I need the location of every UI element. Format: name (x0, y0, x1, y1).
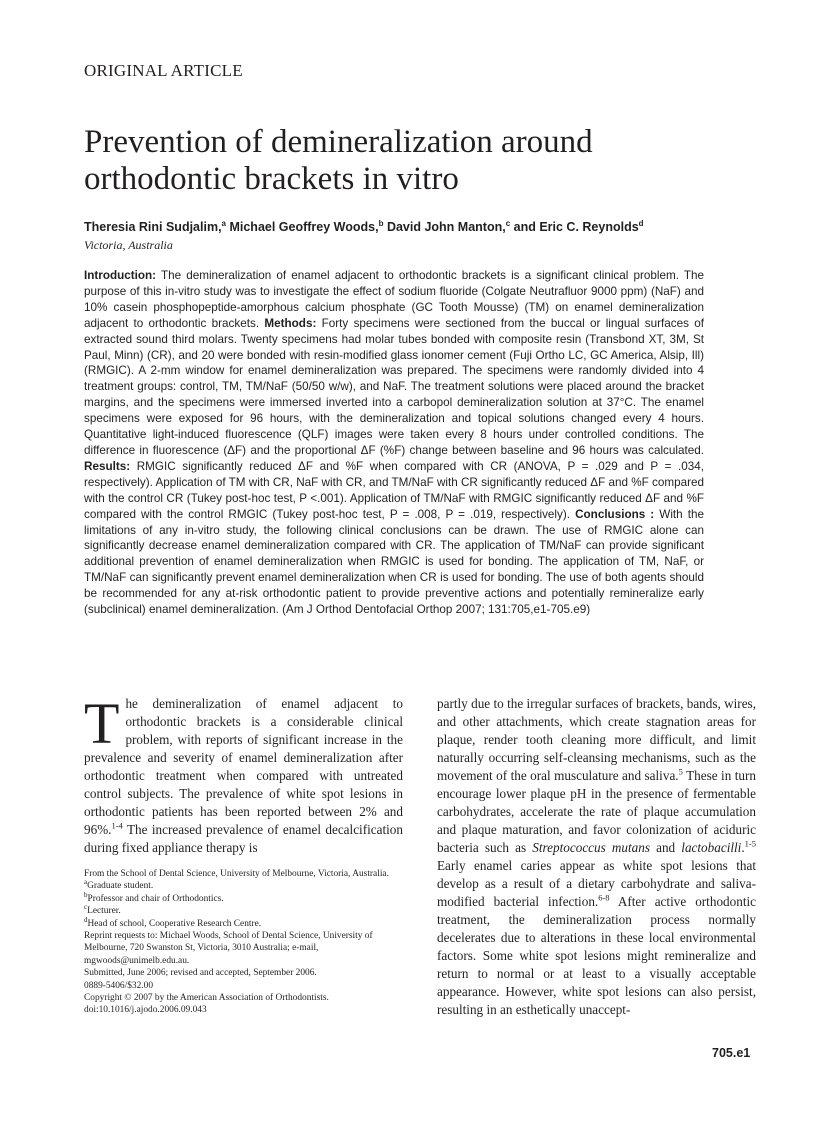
author-2: Michael Geoffrey Woods, (226, 220, 379, 234)
body-text: partly due to the irregular surfaces of brackets, bands, wires, and other attachments, which create stagnation areas for plaque, render tooth cleaning more difficult, and limit naturally occurring self-cleansing mechanisms, such as the movement of the oral musculature and saliva. (437, 696, 756, 783)
body-text: . (741, 840, 745, 855)
abstract-results: RMGIC significantly reduced ΔF and %F when compared with CR (ANOVA, P = .029 and P = .034, respectively). Application of TM with CR, NaF with CR, and TM/NaF with CR significantly reduced ΔF and %F compared with the control CR (Tukey post-hoc test, P <.001). Application of TM/NaF with RMGIC significantly reduced ΔF and %F compared with the control RMGIC (Tukey post-hoc test, P = .008, P = .019, respectively). (84, 459, 704, 521)
footnote-mark: d (84, 915, 88, 924)
body-column-left (84, 691, 403, 857)
abstract (84, 268, 704, 618)
abstract-intro-heading: Introduction: (84, 269, 157, 282)
footnote-submitted: Submitted, June 2006; revised and accepted, September 2006. (84, 968, 317, 979)
footnote-mark: b (84, 890, 88, 899)
footnote-text: Graduate student. (87, 881, 154, 892)
author-3-affil-mark: c (505, 218, 511, 228)
footnote-b (84, 890, 403, 905)
species-name: lactobacilli (681, 840, 742, 855)
author-4-affil-mark: d (638, 218, 644, 228)
author-2-affil-mark: b (378, 218, 384, 228)
footnote-mark: a (84, 878, 88, 887)
citation-ref[interactable]: 1-5 (744, 838, 756, 849)
citation-ref[interactable]: 6-8 (598, 892, 610, 903)
footnote-reprint: Reprint requests to: Michael Woods, School of Dental Science, University of Melbourne, 720 Swanston St, Victoria, 3010 Australia; e-mail, mgwoods@unimelb.edu.au. (84, 931, 373, 966)
footnotes (84, 868, 403, 1017)
intro-paragraph: he demineralization of enamel adjacent to orthodontic brackets is a considerable clinical problem, with reports of significant increase in the prevalence and severity of enamel demineralization after orthodontic treatment when compared with untreated control subjects. The prevalence of white spot lesions in orthodontic patients has been reported between 2% and 96%. (84, 696, 403, 837)
abstract-conclusions-heading: Conclusions : (570, 507, 655, 521)
abstract-methods: Forty specimens were sectioned from the buccal or lingual surfaces of extracted sound third molars. Twenty specimens had molar tubes bonded with composite resin (Transbond XT, 3M, St Paul, Minn) (CR), and 20 were bonded with resin-modified glass ionomer cement (Fuji Ortho LC, GC America, Alsip, Ill) (RMGIC). A 2-mm window for enamel demineralization was prepared. The specimens were randomly divided into 4 treatment groups: control, TM, TM/NaF (50/50 w/w), and NaF. The treatment solutions were placed around the bracket margins, and the specimens were immersed inverted into a carbopol demineralization solution at 37°C. The enamel specimens were exposed for 96 hours, with the demineralization and topical solutions changed every 4 hours. Quantitative light-induced fluorescence (QLF) images were taken every 8 hours under controlled conditions. The difference in fluorescence (ΔF) and the proportional ΔF (%F) change between baseline and 96 hours was calculated. (84, 316, 705, 457)
body-text: After active orthodontic treatment, the demineralization process normally decelerates due to alterations in these local environmental factors. Some white spot lesions might remineralize and return to normal or at least to a visually acceptable appearance. However, white spot lesions can also persist, resulting in an esthetically unaccept- (437, 894, 756, 1017)
author-4: and Eric C. Reynolds (510, 220, 639, 234)
footnote-copyright: Copyright © 2007 by the American Association of Orthodontists. (84, 993, 329, 1004)
author-3: David John Manton, (383, 220, 506, 234)
footnote-d (84, 915, 403, 930)
author-1: Theresia Rini Sudjalim, (84, 220, 222, 234)
footnote-institution: From the School of Dental Science, University of Melbourne, Victoria, Australia. (84, 869, 389, 879)
footnote-a (84, 880, 403, 892)
footnote-price: 0889-5406/$32.00 (84, 980, 154, 991)
footnote-mark: c (84, 903, 88, 912)
abstract-conclusions: With the limitations of any in-vitro study, the following clinical conclusions can be drawn. The use of RMGIC alone can significantly decrease enamel demineralization compared with CR. The application of TM/NaF can provide significant additional prevention of enamel demineralization when RMGIC is used for bonding. The application of TM, NaF, or TM/NaF can significantly prevent enamel demineralization when CR is used for bonding. The use of both agents should be recommended for any at-risk orthodontic patient to provide preventive actions and potentially remineralize early (subclinical) enamel demineralization. (Am J Orthod Dentofacial Orthop 2007; 131:705,e1-705.e9) (84, 507, 704, 617)
affiliation-location: Victoria, Australia (84, 238, 173, 252)
drop-cap: T (84, 691, 120, 756)
author-1-affil-mark: a (221, 218, 226, 228)
page-number: 705.e1 (712, 1046, 751, 1060)
footnote-text: Head of school, Cooperative Research Centre. (87, 918, 262, 929)
body-text: These in turn encourage lower plaque pH in the presence of fermentable carbohydrates, accelerate the rate of plaque accumulation and plaque maturation, and favor colonization of aciduric bacteria such as (437, 768, 756, 855)
section-label: ORIGINAL ARTICLE (84, 61, 243, 80)
footnote-c (84, 905, 403, 917)
citation-ref[interactable]: 5 (678, 766, 683, 777)
abstract-results-heading: Results: (84, 459, 131, 473)
footnote-text: Lecturer. (87, 906, 121, 917)
abstract-methods-heading: Methods: (259, 316, 317, 330)
article-title: Prevention of demineralization around orthodontic brackets in vitro (84, 124, 593, 197)
intro-paragraph-cont: The increased prevalence of enamel decalcification during fixed appliance therapy is (84, 822, 403, 855)
footnote-doi[interactable]: doi:10.1016/j.ajodo.2006.09.043 (84, 1005, 207, 1016)
body-text: Early enamel caries appear as white spot lesions that develop as a result of a dietary carbohydrate and saliva-modified bacterial infection. (437, 858, 756, 909)
abstract-intro: The demineralization of enamel adjacent to orthodontic brackets is a significant clinical problem. The purpose of this in-vitro study was to investigate the effect of sodium fluoride (Colgate Neutrafluor 9000 ppm) (NaF) and 10% casein phosphopeptide-amorphous calcium phosphate (GC Tooth Mousse) (TM) on enamel demineralization adjacent to orthodontic brackets. (84, 269, 704, 330)
author-list (84, 220, 764, 234)
body-text: and (649, 840, 682, 855)
body-column-right (437, 695, 756, 1019)
footnote-text: Professor and chair of Orthodontics. (87, 893, 224, 904)
citation-ref[interactable]: 1-4 (111, 820, 123, 831)
species-name: Streptococcus mutans (532, 840, 650, 855)
